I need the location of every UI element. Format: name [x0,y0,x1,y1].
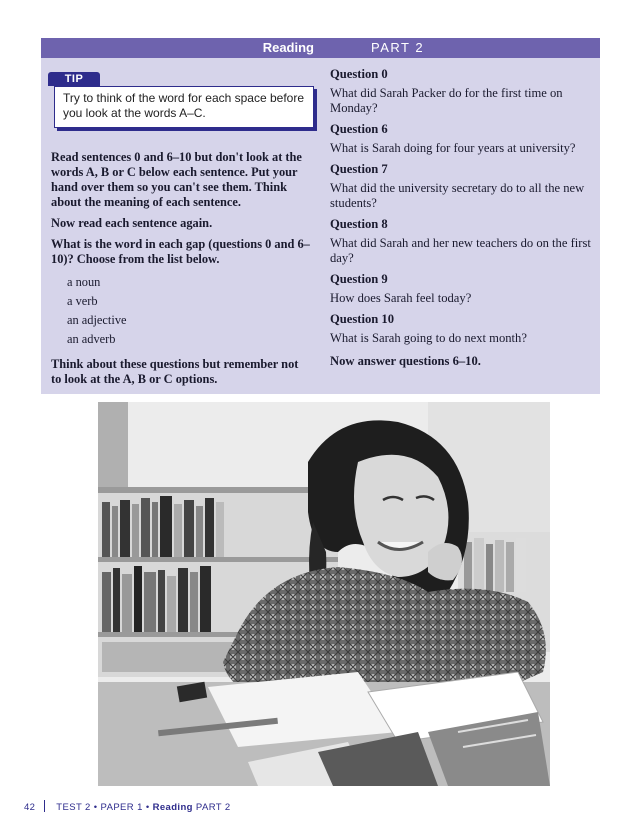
questions-column [330,67,592,369]
bullet-separator: • [145,802,153,813]
list-item: an adjective [67,313,127,327]
list-item: an adverb [67,332,116,346]
section-title: Reading [262,40,314,55]
question-text: What did the university secretary do to all the new students? [330,181,585,210]
instruction-paragraph: Think about these questions but remember not to look at the A, B or C options. [51,357,299,386]
instruction-paragraph: Read sentences 0 and 6–10 but don't look at the words A, B or C below each sentence. Put your hand over them so you can't see them. Think about the meaning of each sentence. [51,150,302,209]
question-text: What is Sarah doing for four years at university? [330,141,576,155]
section-part: PART 2 [371,40,425,55]
tip-box [54,86,314,128]
word-type-list [67,273,311,349]
page-number: 42 [24,802,36,813]
question-label: Question 7 [330,162,388,176]
section-header-bar [41,38,600,58]
footer-part: PART 2 [195,802,231,813]
question-text: What did Sarah and her new teachers do on the first day? [330,236,591,265]
question-text: What is Sarah going to do next month? [330,331,527,345]
instruction-paragraph: What is the word in each gap (questions 0 and 6–10)? Choose from the list below. [51,237,310,266]
bullet-separator: • [93,802,101,813]
question-label: Question 8 [330,217,388,231]
student-illustration [98,402,550,786]
question-text: What did Sarah Packer do for the first time on Monday? [330,86,563,115]
footer-section: Reading [152,802,193,813]
question-label: Question 9 [330,272,388,286]
student-photo [98,402,550,786]
final-instruction: Now answer questions 6–10. [330,354,481,368]
instructions-column [51,150,311,393]
question-text: How does Sarah feel today? [330,291,472,305]
question-label: Question 10 [330,312,395,326]
question-label: Question 0 [330,67,388,81]
tip-text: Try to think of the word for each space before you look at the words A–C. [63,91,305,120]
tip-label: TIP [48,72,100,86]
list-item: a noun [67,275,101,289]
footer-test: TEST 2 [56,802,91,813]
footer-paper: PAPER 1 [100,802,143,813]
footer-divider [44,800,45,812]
question-label: Question 6 [330,122,388,136]
list-item: a verb [67,294,98,308]
instruction-paragraph: Now read each sentence again. [51,216,213,230]
page-footer [24,800,231,813]
